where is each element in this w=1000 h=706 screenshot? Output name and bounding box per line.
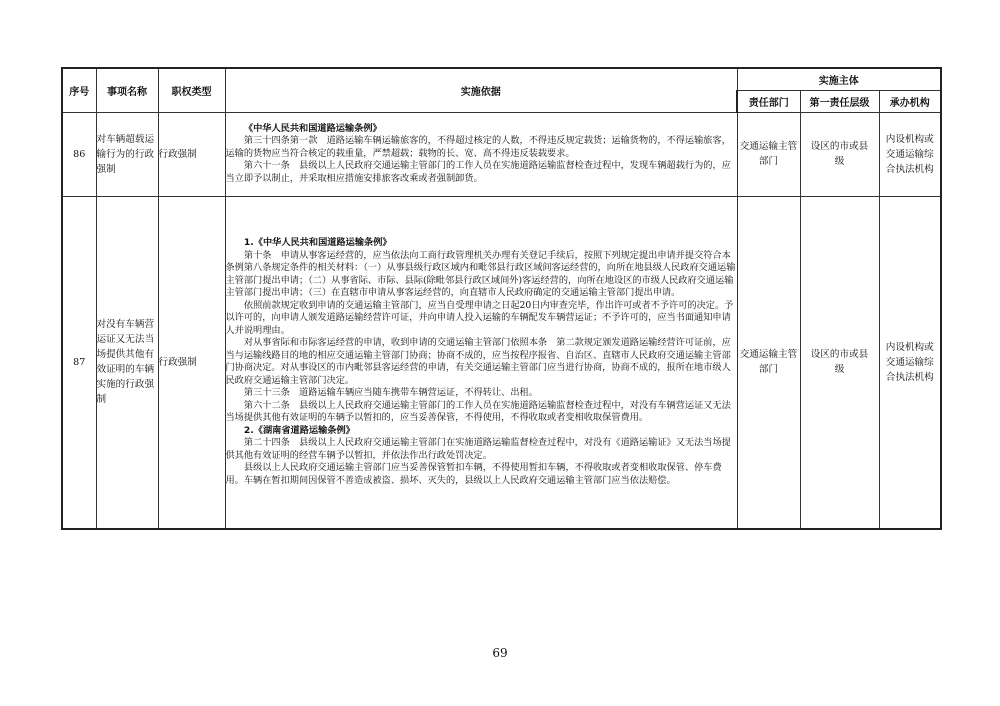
row-first-level: 设区的市或县级	[800, 196, 879, 529]
enforcement-table	[61, 67, 942, 530]
basis-paragraph: 第六十一条 县级以上人民政府交通运输主管部门的工作人员在实施道路运输监督检查过程中，发现车辆超载行为的，应当立即予以制止，并采取相应措施安排旅客改乘或者强制卸货。	[225, 160, 731, 184]
basis-paragraph: 依照前款规定收到申请的交通运输主管部门，应当自受理申请之日起20日内审查完毕，作出许可或者不予许可的决定。予以许可的，向申请人颁发道路运输经营许可证，并向申请人投入运输的车辆配发车辆营运证；不予许可的，应当书面通知申请人并说明理由。	[225, 299, 734, 336]
basis-paragraph: 第二十四条 县级以上人民政府交通运输主管部门在实施道路运输监督检查过程中，对没有《道路运输证》又无法当场提供其他有效证明的经营车辆予以暂扣，并依法作出行政处罚决定。	[225, 437, 731, 461]
row-organizer: 内设机构或交通运输综合执法机构	[879, 112, 941, 196]
basis-law-title: 2.《湖南省道路运输条例》	[243, 424, 355, 436]
page-number: 69	[492, 646, 508, 660]
row-responsible-dept: 交通运输主管部门	[737, 112, 800, 196]
basis-paragraph: 对从事省际和市际客运经营的申请，收到申请的交通运输主管部门依照本条 第二款规定颁发道路运输经营许可证前，应当与运输线路目的地的相应交通运输主管部门协商；协商不成的，应当按程序报省、自治区、直辖市人民政府交通运输主管部门协商决定。对从事设区的市内毗邻县客运经营的申请，有关交通运输主管部门应当进行协商，协商不成的，报所在地市级人民政府交通运输主管部门决定。	[225, 337, 731, 386]
row-basis	[225, 196, 737, 529]
header-basis: 实施依据	[225, 68, 737, 112]
row-seq: 87	[62, 196, 96, 529]
row-authority-type: 行政强制	[158, 112, 225, 196]
row-item-name: 对没有车辆营运证又无法当场提供其他有效证明的车辆实施的行政强制	[96, 196, 158, 529]
basis-paragraph: 第三十三条 道路运输车辆应当随车携带车辆营运证，不得转让、出租。	[243, 387, 538, 399]
header-seq: 序号	[62, 68, 96, 112]
header-organizer: 承办机构	[879, 90, 941, 112]
basis-law-title: 《中华人民共和国道路运输条例》	[243, 122, 382, 134]
basis-paragraph: 第十条 申请从事客运经营的，应当依法向工商行政管理机关办理有关登记手续后，按照下列规定提出申请并提交符合本条例第八条规定条件的相关材料：（一）从事县级行政区域内和毗邻县行政区域间客运经营的，向所在地县级人民政府交通运输主管部门提出申请；（二）从事省际、市际、县际(除毗邻县行政区域间外)客运经营的，向所在地设区的市级人民政府交通运输主管部门提出申请；（三）在直辖市申请从事客运经营的，向直辖市人民政府确定的交通运输主管部门提出申请。	[225, 249, 736, 299]
header-authority-type: 职权类型	[158, 68, 225, 112]
row-item-name: 对车辆超载运输行为的行政强制	[96, 112, 158, 196]
header-subject: 实施主体	[737, 68, 941, 90]
row-first-level: 设区的市或县级	[800, 112, 879, 196]
row-organizer: 内设机构或交通运输综合执法机构	[879, 196, 941, 529]
basis-law-title: 1.《中华人民共和国道路运输条例》	[243, 237, 392, 249]
header-responsible-dept: 责任部门	[737, 90, 800, 112]
basis-paragraph: 第六十二条 县级以上人民政府交通运输主管部门的工作人员在实施道路运输监督检查过程中，对没有车辆营运证又无法当场提供其他有效证明的车辆予以暂扣的，应当妥善保管，不得使用，不得收取或者变相收取保管费用。	[225, 399, 731, 424]
header-first-level: 第一责任层级	[800, 90, 879, 112]
basis-paragraph: 第三十四条第一款 道路运输车辆运输旅客的，不得超过核定的人数，不得违反规定载货；运输货物的，不得运输旅客，运输的货物应当符合核定的载重量，严禁超载；载物的长、宽、高不得违反装载要求。	[225, 135, 731, 159]
row-seq: 86	[62, 112, 96, 196]
header-item-name: 事项名称	[96, 68, 158, 112]
basis-paragraph: 县级以上人民政府交通运输主管部门应当妥善保管暂扣车辆，不得使用暂扣车辆，不得收取或者变相收取保管、停车费用。车辆在暂扣期间因保管不善造成被盗、损坏、灭失的，县级以上人民政府交通运输主管部门应当依法赔偿。	[225, 462, 722, 486]
row-responsible-dept: 交通运输主管部门	[737, 196, 800, 529]
row-basis	[225, 112, 737, 196]
row-authority-type: 行政强制	[158, 196, 225, 529]
table-row	[62, 196, 941, 529]
table-row	[62, 112, 941, 196]
